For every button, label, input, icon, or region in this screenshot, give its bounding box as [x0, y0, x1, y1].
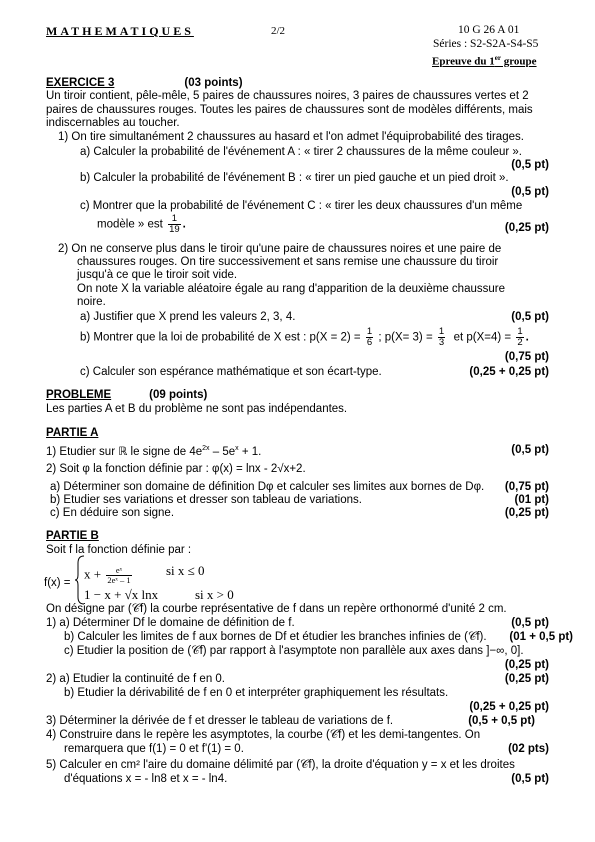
q1c-line2: modèle » est $\frac{1}{19}$ . — [97, 213, 186, 235]
f-case2-cond: si x > 0 — [195, 587, 234, 602]
exam-group: Epreuve du 1er groupe — [432, 54, 537, 68]
q2-l4: On note X la variable aléatoire égale au rang d'apparition de la deuxième chaussure — [77, 283, 505, 295]
b5-l2: d'équations x = - ln8 et x = - ln4. — [64, 773, 228, 785]
q2-l1: 2) On ne conserve plus dans le tiroir qu'une paire de chaussures noires et une paire de — [58, 243, 502, 255]
b-def: Soit f la fonction définie par : — [46, 544, 192, 556]
b1a: 1) a) Déterminer Df le domaine de définition de f. — [46, 617, 295, 629]
part-b-title: PARTIE B — [46, 530, 99, 542]
b1c-points: (0,25 pt) — [504, 659, 549, 671]
problem-title: PROBLEME (09 points) — [46, 389, 208, 401]
f-case1: x + $\frac{\text{eˣ}}{\text{2eˣ – 1}}$ — [84, 565, 131, 585]
q2a: a) Justifier que X prend les valeurs 2, 3, 4. — [80, 311, 296, 323]
q2b: b) Montrer que la loi de probabilité de X est : p(X = 2) = $\frac{1}{6}$ ; p(X= 3) = $\frac{1}{3}$ et p(X=4) = $\frac{1}{2}$ . — [80, 326, 529, 348]
a2c: c) En déduire son signe. — [50, 507, 175, 519]
q1c: c) Montrer que la probabilité de l'événement C : « tirer les deux chaussures d'un même — [80, 200, 523, 212]
exercise-title: EXERCICE 3 (03 points) — [46, 77, 243, 89]
a2b-points: (01 pt) — [514, 494, 549, 506]
a2c-points: (0,25 pt) — [504, 507, 549, 519]
b4-l2: remarquera que f(1) = 0 et f'(1) = 0. — [64, 743, 244, 755]
q2-l5: noire. — [77, 296, 106, 308]
q1b: b) Calculer la probabilité de l'événement B : « tirer un pied gauche et un pied droit ». — [80, 172, 509, 184]
b5-l1: 5) Calculer en cm² l'aire du domaine délimité par (𝒞f), la droite d'équation y = x et les droites — [46, 759, 515, 771]
q2-l3: jusqu'à ce que le tiroir soit vide. — [77, 269, 238, 281]
f-case2: 1 − x + √x lnx — [84, 587, 159, 602]
b2a: 2) a) Etudier la continuité de f en 0. — [46, 673, 225, 685]
series: Séries : S2-S2A-S4-S5 — [433, 38, 539, 50]
a1: 1) Etudier sur ℝ le signe de $4e^{2x} - 5e^x + 1$. — [46, 445, 262, 458]
b1c: c) Etudier la position de (𝒞f) par rapport à l'asymptote non parallèle aux axes dans ]−∞, 0]. — [64, 645, 524, 657]
b2b-points: (0,25 + 0,25 pt) — [469, 701, 549, 713]
part-a-title: PARTIE A — [46, 427, 99, 439]
a2: 2) Soit φ la fonction définie par : φ(x) = lnx - 2√x+2. — [46, 463, 306, 475]
b1a-points: (0,5 pt) — [511, 617, 549, 629]
f-lhs: f(x) = — [44, 577, 71, 589]
a2b: b) Etudier ses variations et dresser son tableau de variations. — [50, 494, 362, 506]
b-curve: On désigne par (𝒞f) la courbe représentative de f dans un repère orthonormé d'unité 2 cm. — [46, 603, 507, 615]
q2b-points: (0,75 pt) — [504, 351, 549, 363]
a1-points: (0,5 pt) — [511, 444, 549, 456]
q2c-points: (0,25 + 0,25 pt) — [469, 366, 549, 378]
q2a-points: (0,5 pt) — [511, 311, 549, 323]
q1b-points: (0,5 pt) — [511, 186, 549, 198]
b1b-points: (01 + 0,5 pt) — [509, 631, 573, 643]
q1a: a) Calculer la probabilité de l'événement A : « tirer 2 chaussures de la même couleur ». — [80, 146, 522, 158]
exam-code: 10 G 26 A 01 — [458, 24, 520, 36]
q2-l2: chaussures rouges. On tire successivement et sans remise une chaussure du tiroir — [77, 256, 499, 268]
page-number: 2/2 — [271, 25, 286, 37]
q1a-points: (0,5 pt) — [511, 159, 549, 171]
a2a-points: (0,75 pt) — [504, 481, 549, 493]
b2b: b) Etudier la dérivabilité de f en 0 et interpréter graphiquement les résultats. — [64, 687, 449, 699]
a2a: a) Déterminer son domaine de définition Dφ et calculer ses limites aux bornes de Dφ. — [50, 481, 485, 493]
f-case1-cond: si x ≤ 0 — [166, 563, 205, 578]
q1c-points: (0,25 pt) — [504, 222, 549, 234]
b4-l1: 4) Construire dans le repère les asymptotes, la courbe (𝒞f) et les demi-tangentes. On — [46, 729, 481, 741]
b3-points: (0,5 + 0,5 pt) — [468, 715, 535, 727]
b1b: b) Calculer les limites de f aux bornes de Df et étudier les branches infinies de (𝒞f). — [64, 631, 487, 643]
subject-title: MATHEMATIQUES — [46, 24, 194, 38]
b4-points: (02 pts) — [508, 743, 549, 755]
b5-points: (0,5 pt) — [511, 773, 549, 785]
b3: 3) Déterminer la dérivée de f et dresser le tableau de variations de f. — [46, 715, 394, 727]
q2c: c) Calculer son espérance mathématique et son écart-type. — [80, 366, 382, 378]
q1: 1) On tire simultanément 2 chaussures au hasard et l'on admet l'équiprobabilité des tirages. — [58, 131, 524, 143]
problem-intro: Les parties A et B du problème ne sont pas indépendantes. — [46, 403, 348, 415]
b2a-points: (0,25 pt) — [504, 673, 549, 685]
exercise-intro: Un tiroir contient, pêle-mêle, 5 paires de chaussures noires, 3 paires de chaussures vertes et 2 paires de chaussures rouges. Toutes les paires de chaussures sont de modèles différents, mais indiscernables au toucher. — [46, 90, 533, 129]
